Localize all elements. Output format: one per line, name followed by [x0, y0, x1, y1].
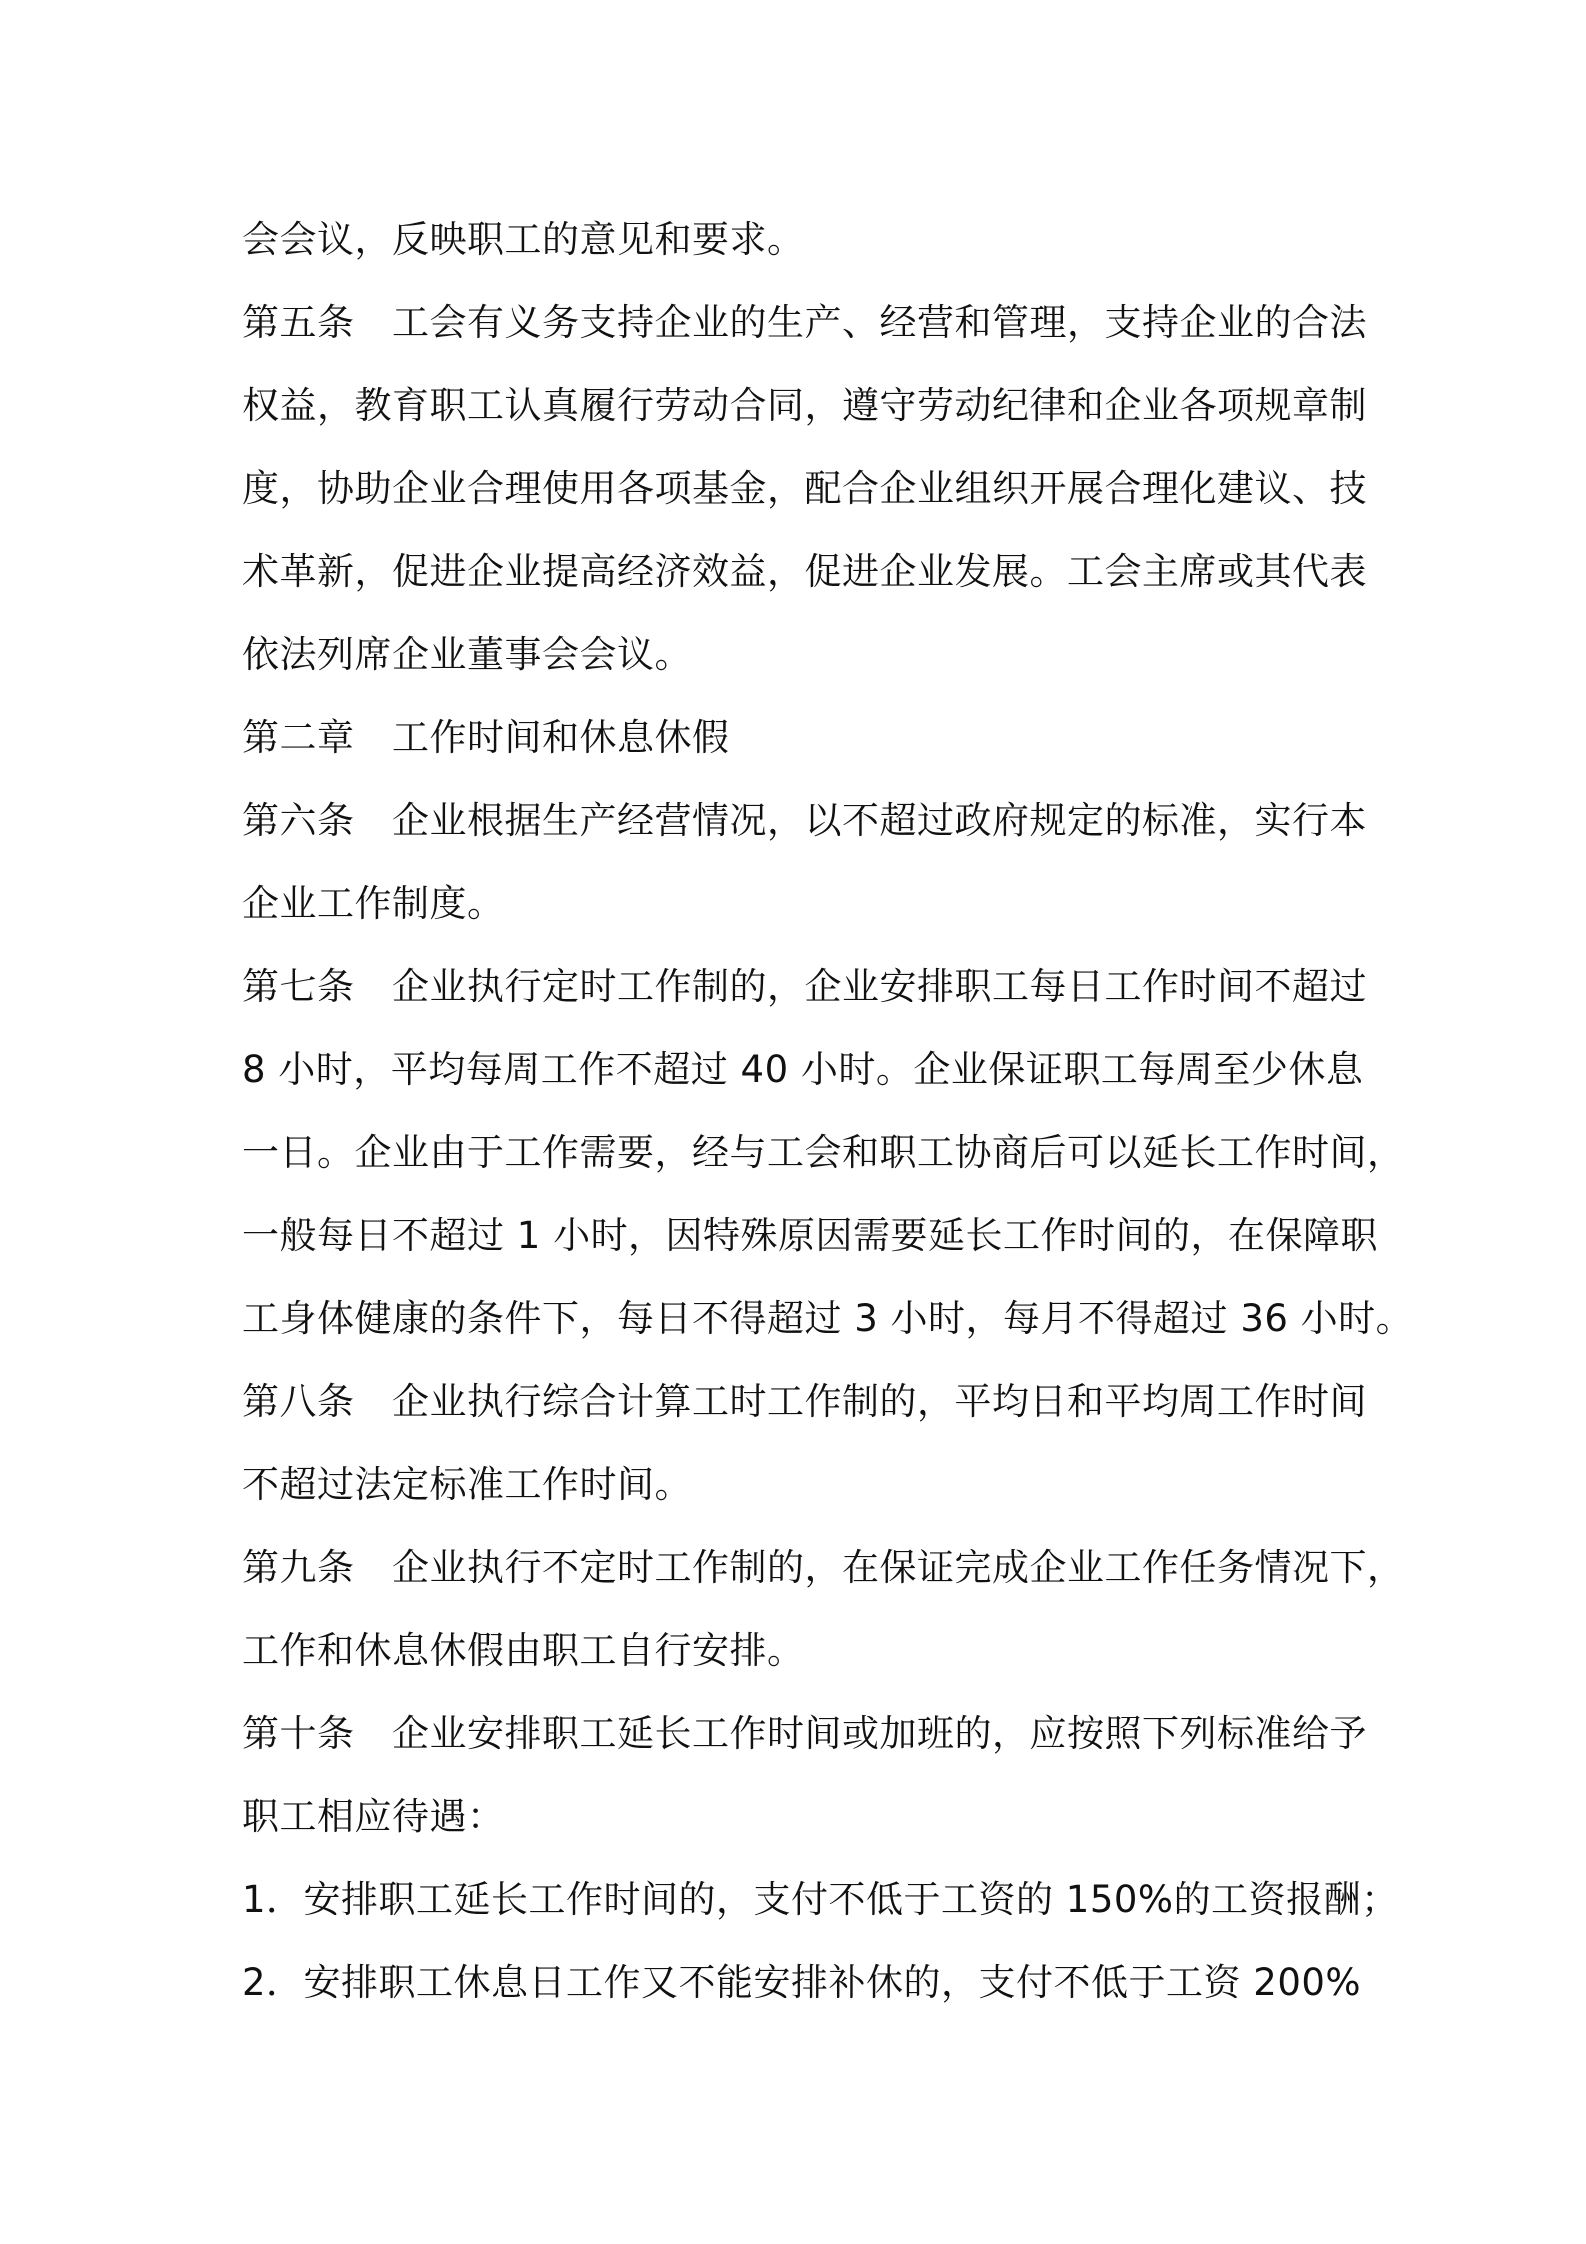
text-line-4: 度，协助企业合理使用各项基金，配合企业组织开展合理化建议、技 [242, 467, 1367, 510]
text-line-13: 一般每日不超过 1 小时，因特殊原因需要延长工作时间的，在保障职 [242, 1214, 1379, 1257]
text-line-20: 职工相应待遇： [242, 1795, 505, 1838]
text-line-14: 工身体健康的条件下，每日不得超过 3 小时，每月不得超过 36 小时。 [242, 1297, 1414, 1340]
text-line-6: 依法列席企业董事会会议。 [242, 633, 692, 676]
text-line-5: 术革新，促进企业提高经济效益，促进企业发展。工会主席或其代表 [242, 550, 1367, 593]
text-line-1: 会会议，反映职工的意见和要求。 [242, 218, 805, 261]
article-8-heading-line: 第八条 企业执行综合计算工时工作制的，平均日和平均周工作时间 [242, 1380, 1367, 1423]
document-body [242, 198, 1414, 2024]
article-6-heading-line: 第六条 企业根据生产经营情况，以不超过政府规定的标准，实行本 [242, 799, 1367, 842]
article-7-heading-line: 第七条 企业执行定时工作制的，企业安排职工每日工作时间不超过 [242, 965, 1367, 1008]
chapter-2-heading: 第二章 工作时间和休息休假 [242, 716, 730, 759]
text-line-18: 工作和休息休假由职工自行安排。 [242, 1629, 805, 1672]
text-line-16: 不超过法定标准工作时间。 [242, 1463, 692, 1506]
list-item-1: 1．安排职工延长工作时间的，支付不低于工资的 150%的工资报酬； [242, 1878, 1399, 1921]
article-10-heading-line: 第十条 企业安排职工延长工作时间或加班的，应按照下列标准给予 [242, 1712, 1367, 1755]
list-item-2: 2．安排职工休息日工作又不能安排补休的，支付不低于工资 200% [242, 1961, 1362, 2004]
text-line-12: 一日。企业由于工作需要，经与工会和职工协商后可以延长工作时间， [242, 1131, 1405, 1174]
text-line-3: 权益，教育职工认真履行劳动合同，遵守劳动纪律和企业各项规章制 [242, 384, 1367, 427]
article-9-heading-line: 第九条 企业执行不定时工作制的，在保证完成企业工作任务情况下， [242, 1546, 1405, 1589]
text-line-11: 8 小时，平均每周工作不超过 40 小时。企业保证职工每周至少休息 [242, 1048, 1364, 1091]
text-line-9: 企业工作制度。 [242, 882, 505, 925]
article-5-heading-line: 第五条 工会有义务支持企业的生产、经营和管理，支持企业的合法 [242, 301, 1367, 344]
